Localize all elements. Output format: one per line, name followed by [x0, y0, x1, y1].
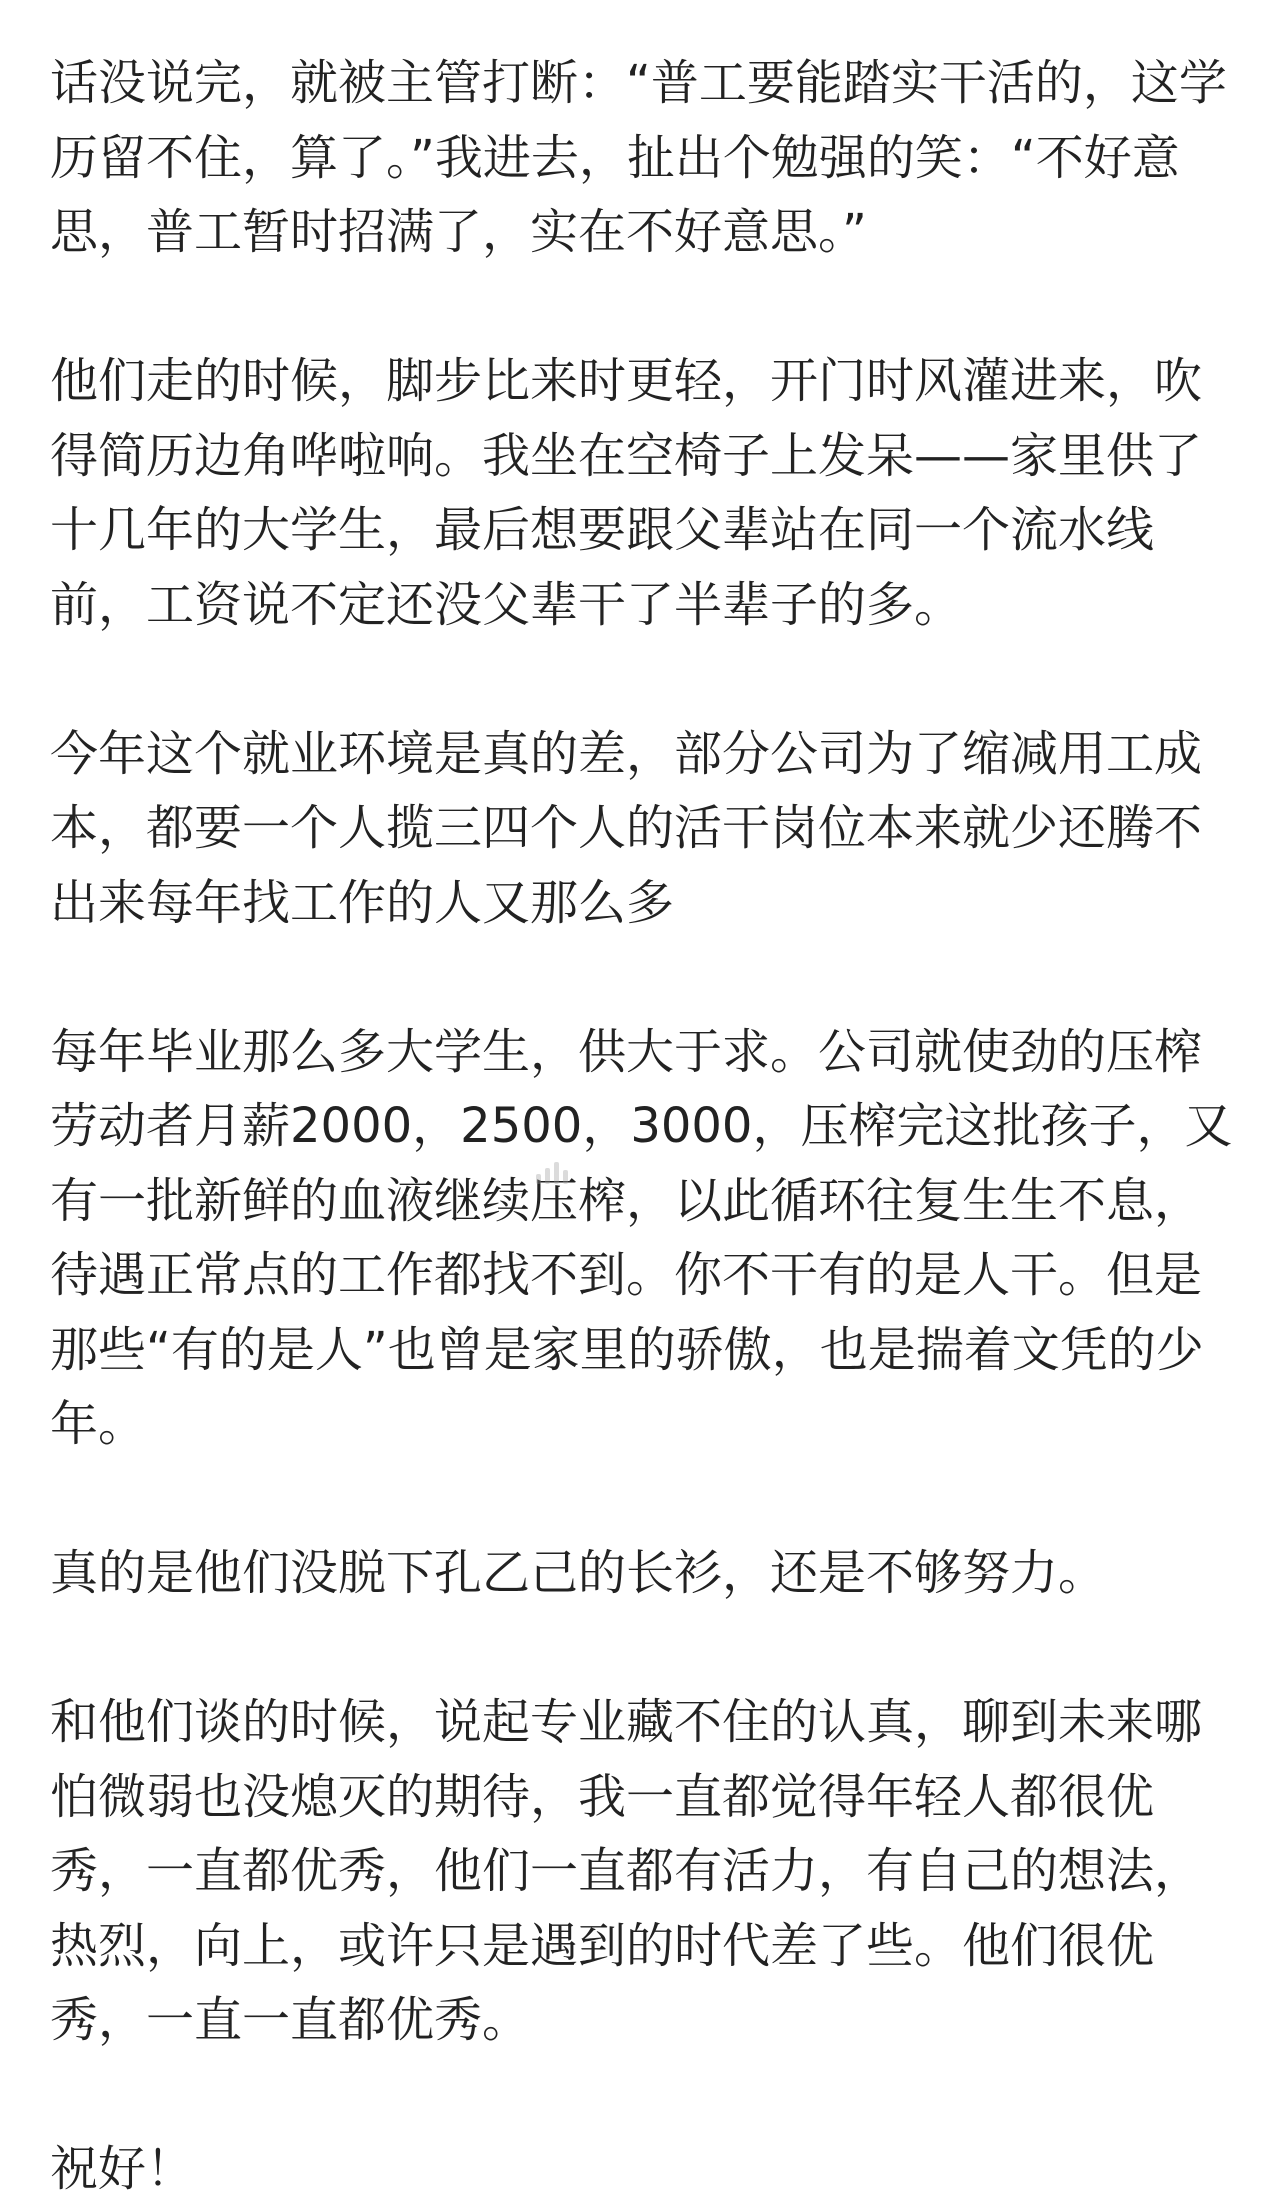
paragraph-2: 他们走的时候，脚步比来时更轻，开门时风灌进来，吹得简历边角哗啦响。我坐在空椅子上发呆——家里供了十几年的大学生，最后想要跟父辈站在同一个流水线前，工资说不定还没父辈干了半辈子的多。	[50, 353, 1203, 633]
paragraph-5: 真的是他们没脱下孔乙己的长衫，还是不够努力。	[50, 1545, 1107, 1601]
paragraph-6: 和他们谈的时候，说起专业藏不住的认真，聊到未来哪怕微弱也没熄灭的期待，我一直都觉得年轻人都很优秀，一直都优秀，他们一直都有活力，有自己的想法，热烈，向上，或许只是遇到的时代差了些。他们很优秀，一直一直都优秀。	[50, 1694, 1203, 2048]
paragraph-4: 每年毕业那么多大学生，供大于求。公司就使劲的压榨劳动者月薪2000，2500，3000，压榨完这批孩子，又有一批新鲜的血液继续压榨，以此循环往复生生不息，待遇正常点的工作都找不到。你不干有的是人干。但是那些“有的是人”也曾是家里的骄傲，也是揣着文凭的少年。	[50, 1023, 1233, 1452]
watermark-bars-icon	[536, 1162, 570, 1184]
closing-greeting: 祝好！	[50, 2141, 195, 2197]
paragraph-1: 话没说完，就被主管打断：“普工要能踏实干活的，这学历留不住，算了。”我进去，扯出个勉强的笑：“不好意思，普工暂时招满了，实在不好意思。”	[50, 55, 1227, 260]
paragraph-3: 今年这个就业环境是真的差，部分公司为了缩减用工成本，都要一个人揽三四个人的活干岗位本来就少还腾不出来每年找工作的人又那么多	[50, 725, 1203, 931]
